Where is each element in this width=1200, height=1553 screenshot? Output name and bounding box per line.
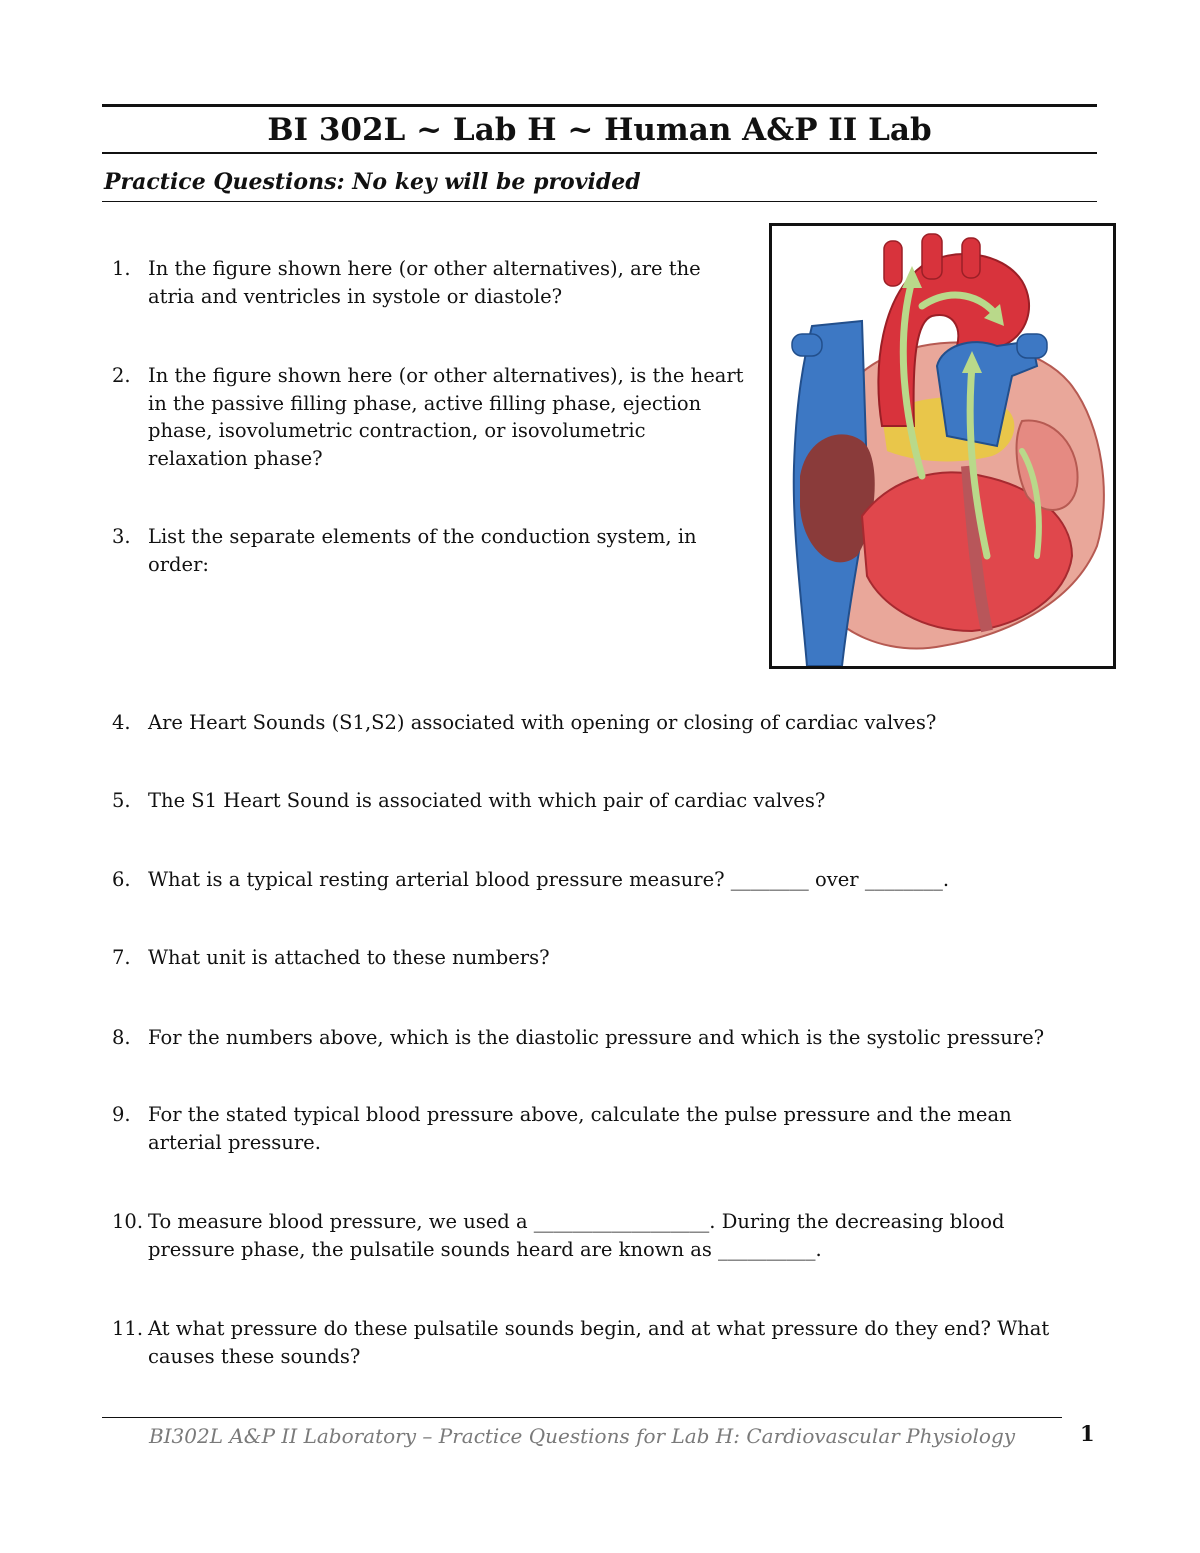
question-text (148, 1315, 1049, 1370)
question-6 (112, 866, 949, 894)
question-line: pressure phase, the pulsatile sounds heard are known as __________. (148, 1237, 822, 1261)
question-line: For the stated typical blood pressure above, calculate the pulse pressure and the mean (148, 1103, 1012, 1126)
question-number: 2. (112, 364, 131, 387)
question-line: The S1 Heart Sound is associated with which pair of cardiac valves? (148, 789, 826, 812)
question-line: What unit is attached to these numbers? (148, 946, 550, 969)
question-7 (112, 944, 550, 972)
question-line: For the numbers above, which is the diastolic pressure and which is the systolic pressure? (148, 1026, 1045, 1049)
question-number: 9. (112, 1103, 131, 1126)
question-3 (112, 523, 697, 578)
question-text (148, 1208, 1004, 1263)
question-number: 11. (112, 1317, 144, 1340)
pulmonary-branch (1017, 334, 1047, 358)
footer-rule (102, 1417, 1062, 1418)
question-line: In the figure shown here (or other alternatives), is the heart (148, 364, 744, 387)
header-bottom-rule (102, 201, 1097, 202)
question-1 (112, 255, 701, 310)
aorta-branch-2 (922, 234, 942, 279)
question-line: relaxation phase? (148, 446, 323, 470)
question-9 (112, 1101, 1012, 1156)
question-line: phase, isovolumetric contraction, or isovolumetric (148, 419, 646, 442)
aorta-branch-1 (884, 241, 902, 286)
question-text (148, 709, 936, 737)
question-line: List the separate elements of the conduction system, in (148, 525, 697, 548)
vena-cava-branch (792, 334, 822, 356)
page-subtitle: Practice Questions: No key will be provided (104, 169, 641, 195)
heart-figure (769, 223, 1116, 669)
question-line: causes these sounds? (148, 1344, 361, 1368)
question-text (148, 362, 744, 472)
question-line: At what pressure do these pulsatile sounds begin, and at what pressure do they end? What (148, 1317, 1050, 1340)
question-number: 10. (112, 1210, 144, 1233)
question-line: in the passive filling phase, active filling phase, ejection (148, 391, 702, 415)
question-4 (112, 709, 936, 737)
question-text (148, 866, 949, 894)
question-number: 7. (112, 946, 131, 969)
question-8 (112, 1024, 1044, 1052)
question-text (148, 944, 550, 972)
question-line: arterial pressure. (148, 1130, 321, 1154)
heart-anatomy-illustration-icon (772, 226, 1113, 666)
question-11 (112, 1315, 1049, 1370)
question-number: 5. (112, 789, 131, 812)
question-line: atria and ventricles in systole or diastole? (148, 284, 563, 308)
page-number: 1 (1080, 1421, 1095, 1446)
question-line: To measure blood pressure, we used a __________________. During the decreasing blood (148, 1210, 1005, 1233)
question-text (148, 1024, 1044, 1052)
aorta-branch-3 (962, 238, 980, 278)
question-line: In the figure shown here (or other alternatives), are the (148, 257, 701, 280)
question-line: order: (148, 552, 209, 576)
page-title: BI 302L ~ Lab H ~ Human A&P II Lab (267, 112, 932, 148)
question-line: What is a typical resting arterial blood pressure measure? ________ over ________. (148, 868, 950, 891)
question-text (148, 787, 825, 815)
footer-text: BI302L A&P II Laboratory – Practice Questions for Lab H: Cardiovascular Physiology (148, 1424, 1016, 1448)
question-5 (112, 787, 825, 815)
header-middle-rule (102, 152, 1097, 154)
question-10 (112, 1208, 1004, 1263)
question-text (148, 523, 697, 578)
header-top-rule (102, 104, 1097, 107)
question-2 (112, 362, 744, 472)
question-number: 6. (112, 868, 131, 891)
question-text (148, 255, 701, 310)
question-text (148, 1101, 1012, 1156)
question-number: 4. (112, 711, 131, 734)
question-number: 8. (112, 1026, 131, 1049)
question-number: 3. (112, 525, 131, 548)
question-line: Are Heart Sounds (S1,S2) associated with opening or closing of cardiac valves? (148, 711, 937, 734)
question-number: 1. (112, 257, 131, 280)
